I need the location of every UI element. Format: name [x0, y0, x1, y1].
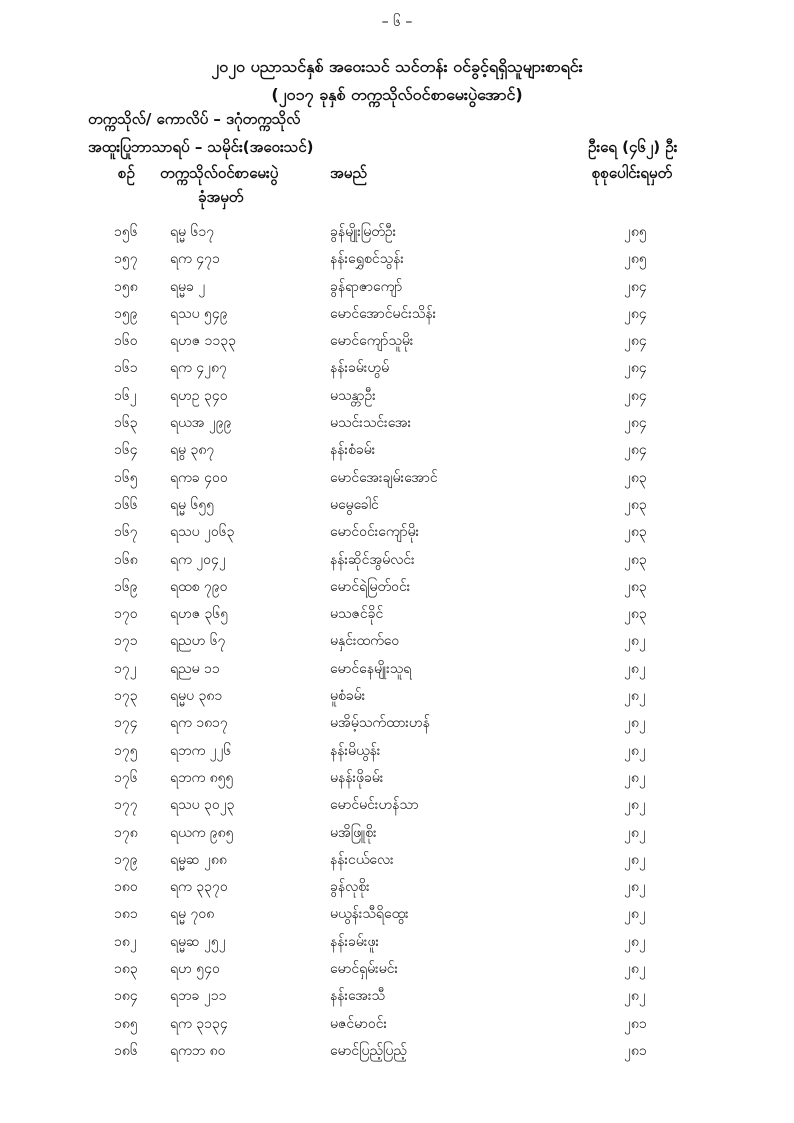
student-name: မသင်းသင်းအေး	[330, 415, 412, 432]
total-marks: ၂၈၅	[624, 251, 647, 268]
row-number: ၁၇၈	[114, 824, 138, 841]
total-marks: ၂၈၄	[624, 278, 647, 295]
roll-number: ရမ္မဆ ၂၈၈	[170, 851, 227, 868]
table-row	[0, 764, 794, 791]
student-name: ခွန်ရာဇာကျော်	[330, 278, 403, 295]
roll-number: ရက ၂၀၄၂	[170, 551, 226, 568]
student-name: မောင်ရှမ်းမင်း	[330, 961, 399, 978]
row-number: ၁၇၅	[114, 742, 138, 759]
row-number: ၁၆၉	[114, 578, 138, 595]
total-marks: ၂၈၂	[624, 688, 646, 705]
roll-number: ရက ၄၂၈၇	[170, 360, 227, 377]
total-marks: ၂၈၂	[624, 933, 646, 950]
roll-number: ရက ၃၃၇၀	[170, 879, 228, 896]
table-row	[0, 573, 794, 600]
table-row	[0, 982, 794, 1009]
table-row	[0, 846, 794, 873]
student-name: မအိမ့်သက်ထားဟန်	[330, 715, 430, 732]
total-marks: ၂၈၁	[624, 1042, 647, 1059]
total-marks: ၂၈၂	[624, 961, 646, 978]
table-row	[0, 627, 794, 654]
row-number: ၁၈၆	[114, 1042, 138, 1059]
table-row	[0, 409, 794, 436]
table-row	[0, 354, 794, 381]
total-marks: ၂၈၄	[624, 333, 647, 350]
student-name: မောင်အောင်မင်းသိန်း	[330, 305, 437, 322]
roll-number: ရသပ ၂၀၆၃	[170, 524, 235, 541]
student-name: မောင်ရဲမြတ်ဝင်း	[330, 578, 411, 595]
row-number: ၁၅၇	[114, 251, 138, 268]
row-number: ၁၇၁	[114, 633, 138, 650]
table-row	[0, 600, 794, 627]
column-header-roll-line2: ခုံအမှတ်	[198, 188, 244, 206]
total-marks: ၂၈၂	[624, 769, 646, 786]
total-marks: ၂၈၂	[624, 660, 646, 677]
row-number: ၁၈၃	[114, 961, 138, 978]
total-marks: ၂၈၁	[624, 1015, 647, 1032]
total-marks: ၂၈၂	[624, 633, 646, 650]
row-number: ၁၆၆	[114, 496, 138, 513]
row-number: ၁၆၀	[114, 333, 138, 350]
row-number: ၁၈၀	[114, 879, 138, 896]
roll-number: ရမွ ၃၈၇	[170, 442, 215, 459]
row-number: ၁၇၄	[114, 715, 138, 732]
student-name: မနန်းဖိုခမ်း	[330, 769, 384, 786]
student-name: နန်းဆိုင်အွမ်လင်း	[330, 551, 415, 568]
total-marks: ၂၈၂	[624, 988, 646, 1005]
student-name: မသဇင်ခိုင်	[330, 606, 384, 623]
total-marks: ၂၈၄	[624, 360, 647, 377]
total-marks: ၂၈၂	[624, 715, 646, 732]
total-marks: ၂၈၃	[624, 578, 647, 595]
roll-number: ရဘခ ၂၁၁	[170, 988, 227, 1005]
total-marks: ၂၈၂	[624, 906, 646, 923]
table-row	[0, 518, 794, 545]
table-row	[0, 245, 794, 272]
total-marks: ၂၈၅	[624, 224, 647, 240]
roll-number: ရဟ ၅၄၀	[170, 961, 220, 978]
row-number: ၁၆၁	[114, 360, 138, 377]
row-number: ၁၆၇	[114, 524, 138, 541]
student-name: မမွေခေါင်	[330, 496, 379, 513]
row-number: ၁၅၈	[114, 278, 138, 295]
student-name: နန်းငယ်လေး	[330, 851, 394, 868]
total-marks: ၂၈၄	[624, 305, 647, 322]
total-marks: ၂၈၄	[624, 442, 647, 459]
row-number: ၁၆၃	[114, 415, 138, 432]
roll-number: ရက ၄၇၁	[170, 251, 220, 268]
column-header-name: အမည်	[330, 164, 367, 182]
table-row	[0, 873, 794, 900]
student-name: မောင်ပြည့်ပြည့်	[330, 1042, 407, 1059]
table-row	[0, 900, 794, 927]
roll-number: ရဟဇ ၁၁၃၃	[170, 333, 237, 350]
row-number: ၁၆၅	[114, 469, 138, 486]
roll-number: ရယက ၉၈၅	[170, 824, 234, 841]
column-header-no: စဉ်	[118, 164, 135, 182]
table-row	[0, 819, 794, 846]
student-name: ခွန်လုစိုး	[330, 879, 370, 896]
student-name: မောင်နေမျိုးသူရ	[330, 660, 412, 677]
total-count: ဦးရေ (၄၆၂) ဦး	[588, 138, 678, 156]
total-marks: ၂၈၂	[624, 742, 646, 759]
table-row	[0, 382, 794, 409]
student-name: နန်းခမ်းဖူး	[330, 933, 380, 950]
table-row	[0, 709, 794, 736]
student-name: နန်းအေးသီ	[330, 988, 386, 1005]
total-marks: ၂၈၂	[624, 879, 646, 896]
student-name: မအိဖြူစိုး	[330, 824, 377, 841]
table-row	[0, 682, 794, 709]
student-name: မနှင်းထက်ဝေ	[330, 633, 400, 650]
total-marks: ၂၈၃	[624, 469, 647, 486]
total-marks: ၂၈၄	[624, 415, 647, 432]
roll-number: ရသပ ၅၄၉	[170, 305, 228, 322]
table-row	[0, 464, 794, 491]
table-row	[0, 1010, 794, 1037]
roll-number: ရသပ ၃၀၂၃	[170, 797, 235, 814]
table-row	[0, 327, 794, 354]
student-name: မဇင်မာဝင်း	[330, 1015, 388, 1032]
table-row	[0, 955, 794, 982]
total-marks: ၂၈၃	[624, 496, 647, 513]
table-row	[0, 546, 794, 573]
roll-number: ရယအ ၂၉၉	[170, 415, 232, 432]
page-number: – ၆ –	[381, 14, 413, 30]
row-number: ၁၆၄	[114, 442, 138, 459]
roll-number: ရမ္မခ ၂	[170, 278, 206, 295]
table-row	[0, 273, 794, 300]
roll-number: ရမ္မ ၇၀၈	[170, 906, 215, 923]
row-number: ၁၇၃	[114, 688, 138, 705]
total-marks: ၂၈၂	[624, 851, 646, 868]
row-number: ၁၈၄	[114, 988, 138, 1005]
column-header-marks: စုစုပေါင်းရမှတ်	[592, 164, 673, 182]
total-marks: ၂၈၃	[624, 551, 647, 568]
row-number: ၁၇၉	[114, 851, 138, 868]
row-number: ၁၇၂	[114, 660, 137, 677]
roll-number: ရထစ ၇၉၀	[170, 578, 228, 595]
total-marks: ၂၈၃	[624, 524, 647, 541]
row-number: ၁၅၆	[114, 224, 138, 240]
row-number: ၁၈၂	[114, 933, 137, 950]
table-row	[0, 491, 794, 518]
total-marks: ၂၈၄	[624, 387, 647, 404]
table-row	[0, 436, 794, 463]
row-number: ၁၆၈	[114, 551, 138, 568]
roll-number: ရဘက ၈၅၅	[170, 769, 234, 786]
table-row	[0, 928, 794, 955]
roll-number: ရက ၃၁၃၄	[170, 1015, 228, 1032]
university-line: တက္ကသိုလ်/ ကောလိပ် – ဒဂုံတက္ကသိုလ်	[88, 110, 301, 128]
total-marks: ၂၈၂	[624, 797, 646, 814]
table-row	[0, 300, 794, 327]
roll-number: ရညဟ ၆၇	[170, 633, 226, 650]
document-title: ၂၀၂၀ ပညာသင်နှစ် အဝေးသင် သင်တန်း ဝင်ခွင့်ရရှိသူများစာရင်း	[211, 57, 583, 76]
student-name: နန်းစံခမ်း	[330, 442, 376, 459]
table-row	[0, 791, 794, 818]
roll-number: ရမ္မပ ၃၈၁	[170, 688, 223, 705]
roll-number: ရဟဥ ၃၄၀	[170, 387, 228, 404]
row-number: ၁၇၀	[114, 606, 138, 623]
roll-number: ရညမ ၁၁	[170, 660, 220, 677]
student-name: မယွန်းသီရိထွေး	[330, 906, 409, 923]
roll-number: ရဟဇ ၃၆၅	[170, 606, 229, 623]
roll-number: ရဘက ၂၂၆	[170, 742, 232, 759]
table-row	[0, 655, 794, 682]
row-number: ၁၈၅	[114, 1015, 138, 1032]
student-name: မောင်ဝင်းကျော်မိုး	[330, 524, 420, 541]
document-subtitle: (၂၀၁၇ ခုနှစ် တက္ကသိုလ်ဝင်စာမေးပွဲအောင်)	[271, 85, 523, 104]
table-row	[0, 737, 794, 764]
table-row	[0, 218, 794, 245]
roll-number: ရမ္မ ၆၁၇	[170, 224, 215, 240]
column-header-roll: တက္ကသိုလ်ဝင်စာမေးပွဲ	[160, 164, 279, 182]
major-subject-line: အထူးပြုဘာသာရပ် – သမိုင်း(အဝေးသင်)	[88, 138, 314, 156]
student-name: နန်းရွှေစင်သွန်း	[330, 251, 404, 268]
row-number: ၁၇၇	[114, 797, 138, 814]
row-number: ၁၇၆	[114, 769, 138, 786]
results-list	[0, 218, 794, 1064]
roll-number: ရက ၁၈၁၇	[170, 715, 228, 732]
student-name: မောင်ကျော်သူမိုး	[330, 333, 414, 350]
student-name: နန်းခမ်းဟွမ်	[330, 360, 390, 377]
total-marks: ၂၈၂	[624, 824, 646, 841]
student-name: နန်းမိယွန်း	[330, 742, 381, 759]
total-marks: ၂၈၃	[624, 606, 647, 623]
row-number: ၁၅၉	[114, 305, 138, 322]
student-name: မူစံခမ်း	[330, 688, 366, 705]
student-name: ခွန်မျိုးမြတ်ဦး	[330, 224, 397, 240]
roll-number: ရကခ ၄၀၀	[170, 469, 228, 486]
student-name: မောင်မင်းဟန်သာ	[330, 797, 419, 814]
roll-number: ရမ္မဆ ၂၅၂	[170, 933, 226, 950]
row-number: ၁၈၁	[114, 906, 138, 923]
student-name: မသန္တာဦး	[330, 387, 376, 404]
table-row	[0, 1037, 794, 1064]
student-name: မောင်အေးချမ်းအောင်	[330, 469, 438, 486]
row-number: ၁၆၂	[114, 387, 137, 404]
roll-number: ရကဘ ၈၀	[170, 1042, 226, 1059]
roll-number: ရမ္မ ၆၅၅	[170, 496, 215, 513]
